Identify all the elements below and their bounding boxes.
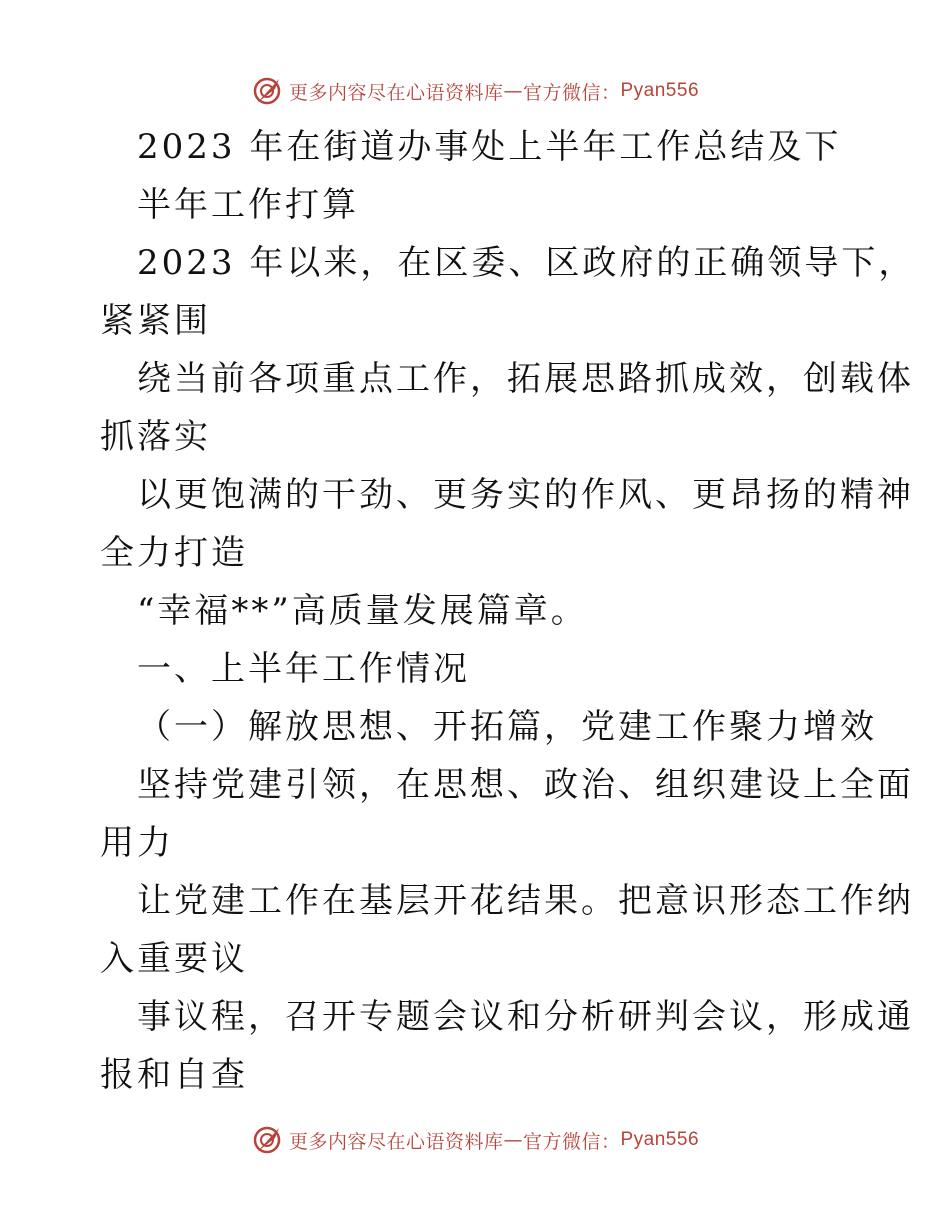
watermark-text: 更多内容尽在心语资料库 — [288, 81, 504, 104]
quill-logo-icon — [251, 75, 283, 107]
paragraph-line: 报和自查 — [100, 1055, 248, 1095]
paragraph-line: 全力打造 — [100, 533, 248, 573]
paragraph-line: 入重要议 — [100, 939, 248, 979]
footer-watermark — [0, 1120, 950, 1160]
watermark-id: Pyan556 — [620, 1129, 700, 1150]
subsection-heading: （一）解放思想、开拓篇，党建工作聚力增效 — [137, 707, 877, 747]
watermark-separator: — — [503, 1129, 523, 1151]
section-heading: 一、上半年工作情况 — [137, 649, 470, 689]
doc-title-line-2: 半年工作打算 — [137, 185, 359, 225]
paragraph-line: 让党建工作在基层开花结果。把意识形态工作纳 — [137, 881, 914, 921]
watermark-id: Pyan556 — [620, 80, 700, 101]
doc-title-line-1: 2023 年在街道办事处上半年工作总结及下 — [137, 127, 842, 167]
paragraph-line: 绕当前各项重点工作，拓展思路抓成效，创载体 — [137, 359, 914, 399]
watermark-text: 更多内容尽在心语资料库 — [288, 1130, 504, 1153]
quill-logo-icon — [251, 1124, 283, 1156]
paragraph-line: 事议程，召开专题会议和分析研判会议，形成通 — [137, 997, 914, 1037]
paragraph-line: 2023 年以来，在区委、区政府的正确领导下， — [137, 243, 916, 283]
watermark-contact: 官方微信： — [522, 1130, 621, 1153]
watermark-separator: — — [503, 80, 523, 102]
paragraph-line: “幸福**”高质量发展篇章。 — [137, 591, 588, 631]
paragraph-line: 抓落实 — [100, 417, 211, 457]
paragraph-line: 以更饱满的干劲、更务实的作风、更昂扬的精神 — [137, 475, 914, 515]
header-watermark — [0, 71, 950, 111]
paragraph-line: 用力 — [100, 823, 174, 863]
watermark-contact: 官方微信： — [522, 81, 621, 104]
paragraph-line: 紧紧围 — [100, 301, 211, 341]
paragraph-line: 坚持党建引领，在思想、政治、组织建设上全面 — [137, 765, 914, 805]
